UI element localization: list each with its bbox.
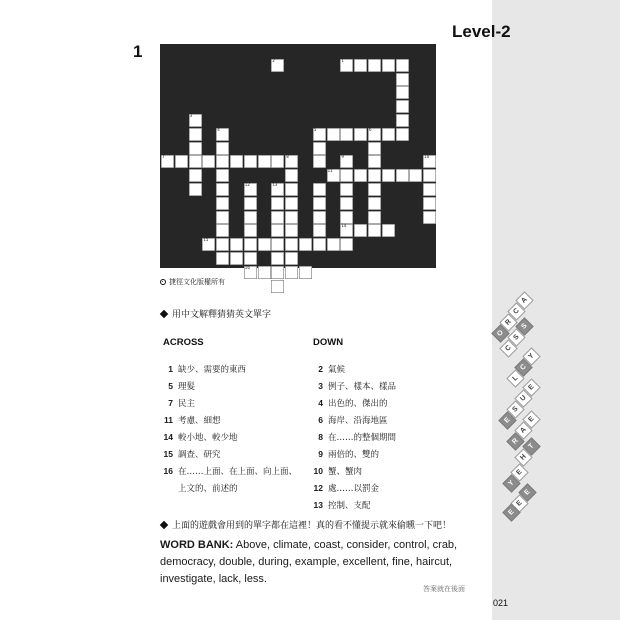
across-clue: 5 理髮	[168, 381, 196, 392]
letter-tile: A	[515, 291, 533, 309]
crossword-cell[interactable]	[423, 183, 436, 196]
crossword-cell[interactable]	[382, 169, 395, 182]
crossword-cell[interactable]	[244, 224, 257, 237]
crossword-cell[interactable]	[368, 155, 381, 168]
crossword-cell[interactable]	[327, 169, 340, 182]
crossword-cell[interactable]	[409, 169, 422, 182]
crossword-cell[interactable]	[382, 128, 395, 141]
crossword-cell[interactable]	[396, 169, 409, 182]
crossword-cell[interactable]	[368, 224, 381, 237]
instruction-wordbank-text: 上面的遊戲會用到的單字都在這裡！真的看不懂提示就來偷矄一下吧！	[172, 521, 452, 531]
crossword-cell[interactable]	[216, 155, 229, 168]
crossword-cell[interactable]	[313, 197, 326, 210]
crossword-cell[interactable]	[340, 211, 353, 224]
letter-tile: S	[507, 328, 525, 346]
crossword-cell[interactable]	[354, 224, 367, 237]
crossword-cell[interactable]	[285, 238, 298, 251]
letter-tile: E	[502, 503, 520, 521]
letter-tile: Y	[502, 474, 520, 492]
crossword-cell[interactable]	[396, 59, 409, 72]
clue-number: 4	[217, 126, 220, 132]
clue-number: 10	[424, 154, 430, 160]
crossword-cell[interactable]	[216, 211, 229, 224]
crossword-cell[interactable]	[368, 59, 381, 72]
down-clue: 2 氣候	[318, 364, 346, 375]
clue-number: 7	[162, 154, 165, 160]
down-clue: 6 海岸、沿海地區	[318, 415, 388, 426]
crossword-cell[interactable]	[285, 266, 298, 279]
crossword-cell[interactable]	[368, 128, 381, 141]
crossword-cell[interactable]	[271, 224, 284, 237]
letter-tile: S	[506, 400, 524, 418]
clue-number: 12	[244, 182, 250, 187]
letter-tile: T	[522, 437, 540, 455]
crossword-cell[interactable]	[271, 197, 284, 210]
crossword-cell[interactable]	[340, 183, 353, 196]
crossword-cell[interactable]	[327, 238, 340, 251]
copyright-note	[160, 277, 225, 287]
crossword-cell[interactable]	[189, 128, 202, 141]
puzzle-number: 1	[133, 42, 143, 61]
crossword-cell[interactable]	[244, 252, 257, 265]
crossword-cell[interactable]	[423, 211, 436, 224]
crossword-cell[interactable]	[244, 183, 257, 196]
clue-number: 6	[369, 126, 372, 132]
crossword-cell[interactable]	[189, 169, 202, 182]
letter-tile: S	[515, 317, 533, 335]
crossword-cell[interactable]	[216, 142, 229, 155]
crossword-cell[interactable]	[244, 197, 257, 210]
crossword-cell[interactable]	[216, 252, 229, 265]
crossword-cell[interactable]	[396, 100, 409, 113]
clue-number: 2	[272, 57, 275, 63]
word-bank-label: WORD BANK:	[160, 539, 234, 551]
crossword-cell[interactable]	[244, 266, 257, 279]
letter-tile: L	[506, 369, 524, 387]
crossword-cell[interactable]	[271, 211, 284, 224]
crossword-cell[interactable]	[340, 238, 353, 251]
crossword-cell[interactable]	[230, 252, 243, 265]
copyright-text: 捷徑文化版權所有	[169, 278, 225, 286]
clue-number: 16	[244, 264, 250, 270]
clue-number: 11	[327, 168, 333, 174]
instruction-guess-text: 用中文解釋猜猜英文單字	[172, 310, 272, 320]
crossword-cell[interactable]	[368, 142, 381, 155]
crossword-cell[interactable]	[313, 238, 326, 251]
crossword-cell[interactable]	[313, 142, 326, 155]
crossword-cell[interactable]	[189, 142, 202, 155]
crossword-cell[interactable]	[216, 197, 229, 210]
crossword-cell[interactable]	[271, 252, 284, 265]
crossword-cell[interactable]	[202, 238, 215, 251]
clue-number: 1	[341, 57, 344, 63]
down-clue: 3 例子、樣本、樣品	[318, 381, 397, 392]
crossword-cell[interactable]	[396, 86, 409, 99]
crossword-cell[interactable]	[258, 238, 271, 251]
letter-tile: E	[510, 463, 528, 481]
answer-hint-note: 答案就在後面	[423, 585, 465, 593]
letter-tile: E	[510, 494, 528, 512]
crossword-cell[interactable]	[285, 183, 298, 196]
crossword-cell[interactable]	[340, 155, 353, 168]
crossword-cell[interactable]	[423, 155, 436, 168]
letter-tile: R	[499, 313, 517, 331]
across-clue: 16 在……上面、在上面、向上面、	[163, 466, 298, 477]
word-bank	[160, 537, 460, 588]
crossword-cell[interactable]	[340, 59, 353, 72]
crossword-cell[interactable]	[354, 169, 367, 182]
crossword-cell[interactable]	[189, 183, 202, 196]
crossword-cell[interactable]	[354, 59, 367, 72]
across-clue: 11 考慮、細想	[164, 415, 221, 426]
down-clue: 8 在……的整個期間	[318, 432, 397, 443]
crossword-cell[interactable]	[313, 128, 326, 141]
crossword-cell[interactable]	[368, 169, 381, 182]
down-heading: DOWN	[313, 337, 344, 348]
crossword-cell[interactable]	[327, 128, 340, 141]
crossword-cell[interactable]	[216, 169, 229, 182]
crossword-cell[interactable]	[258, 155, 271, 168]
crossword-cell[interactable]	[423, 197, 436, 210]
down-clue: 4 出色的、傑出的	[318, 398, 388, 409]
across-clue: 1 缺少、需要的東西	[168, 364, 247, 375]
crossword-cell[interactable]	[396, 128, 409, 141]
level-title: Level-2	[452, 22, 511, 41]
clue-number: 8	[286, 154, 289, 160]
crossword-cell[interactable]	[202, 155, 215, 168]
crossword-cell[interactable]	[285, 252, 298, 265]
crossword-cell[interactable]	[244, 211, 257, 224]
crossword-cell[interactable]	[271, 280, 284, 293]
instruction-guess	[160, 307, 271, 320]
letter-tile: E	[498, 411, 516, 429]
crossword-cell[interactable]	[161, 155, 174, 168]
letter-tile: E	[522, 410, 540, 428]
crossword-cell[interactable]	[423, 169, 436, 182]
clue-number: 14	[341, 223, 347, 229]
crossword-cell[interactable]	[340, 197, 353, 210]
clue-number: 9	[341, 154, 344, 160]
crossword-cell[interactable]	[368, 183, 381, 196]
word-bank-words: Above, climate, coast, consider, control, crab, democracy, double, during, example, excellent, fine, haircut, investigate, lack, less.	[160, 539, 458, 585]
down-clue: 13 控制、支配	[313, 500, 371, 511]
crossword-cell[interactable]	[271, 183, 284, 196]
letter-tile: Y	[522, 347, 540, 365]
crossword-grid	[160, 44, 436, 268]
across-heading: ACROSS	[163, 337, 204, 348]
crossword-cell[interactable]	[368, 197, 381, 210]
crossword-cell[interactable]	[313, 183, 326, 196]
letter-tile: H	[514, 448, 532, 466]
crossword-cell[interactable]	[271, 238, 284, 251]
clue-number: 13	[272, 182, 278, 187]
crossword-cell[interactable]	[189, 114, 202, 127]
crossword-cell[interactable]	[313, 211, 326, 224]
letter-tile: E	[522, 378, 540, 396]
crossword-cell[interactable]	[396, 73, 409, 86]
letter-tile: C	[499, 339, 517, 357]
crossword-cell[interactable]	[299, 266, 312, 279]
crossword-cell[interactable]	[340, 224, 353, 237]
down-clue: 12 處……以罰金	[313, 483, 380, 494]
crossword-cell[interactable]	[285, 169, 298, 182]
crossword-cell[interactable]	[244, 155, 257, 168]
across-clue: 7 民主	[168, 398, 196, 409]
crossword-cell[interactable]	[216, 238, 229, 251]
down-clue: 9 兩倍的、雙的	[318, 449, 380, 460]
clue-number: 3	[189, 113, 193, 118]
crossword-cell[interactable]	[396, 114, 409, 127]
letter-tile: U	[514, 389, 532, 407]
crossword-cell[interactable]	[175, 155, 188, 168]
crossword-cell[interactable]	[230, 238, 243, 251]
crossword-cell[interactable]	[354, 128, 367, 141]
crossword-cell[interactable]	[313, 155, 326, 168]
letter-tile: E	[518, 483, 536, 501]
crossword-cell[interactable]	[313, 224, 326, 237]
letter-tile: C	[514, 358, 532, 376]
crossword-cell[interactable]	[285, 197, 298, 210]
crossword-cell[interactable]	[340, 128, 353, 141]
crossword-cell[interactable]	[285, 155, 298, 168]
diamond-bullet-icon	[160, 520, 168, 528]
diamond-bullet-icon	[160, 309, 168, 317]
decorative-letter-tiles	[485, 280, 620, 517]
clue-number: 15	[203, 237, 209, 243]
across-clue-continuation: 上文的、前述的	[178, 484, 238, 494]
clue-number: 5	[313, 126, 317, 132]
crossword-cell[interactable]	[285, 224, 298, 237]
letter-tile: A	[514, 421, 532, 439]
instruction-wordbank	[160, 518, 451, 531]
crossword-cell[interactable]	[216, 183, 229, 196]
crossword-cell[interactable]	[271, 59, 284, 72]
crossword-cell[interactable]	[216, 224, 229, 237]
crossword-cell[interactable]	[216, 128, 229, 141]
letter-tile: O	[491, 324, 509, 342]
crossword-cell[interactable]	[244, 238, 257, 251]
page-number: 021	[493, 598, 509, 608]
across-clue: 14 較小地、較少地	[163, 432, 238, 443]
crossword-cell[interactable]	[230, 155, 243, 168]
crossword-cell[interactable]	[368, 211, 381, 224]
copyright-icon	[160, 279, 166, 285]
crossword-cell[interactable]	[258, 266, 271, 279]
crossword-cell[interactable]	[340, 169, 353, 182]
crossword-cell[interactable]	[271, 266, 284, 279]
crossword-cell[interactable]	[299, 238, 312, 251]
crossword-cell[interactable]	[189, 155, 202, 168]
letter-tile: C	[507, 302, 525, 320]
crossword-cell[interactable]	[382, 59, 395, 72]
crossword-cell[interactable]	[271, 155, 284, 168]
crossword-cell[interactable]	[382, 224, 395, 237]
crossword-cell[interactable]	[285, 211, 298, 224]
letter-tile: R	[506, 432, 524, 450]
across-clue: 15 調查、研究	[163, 449, 221, 460]
down-clue: 10 蟹、蟹肉	[313, 466, 363, 477]
